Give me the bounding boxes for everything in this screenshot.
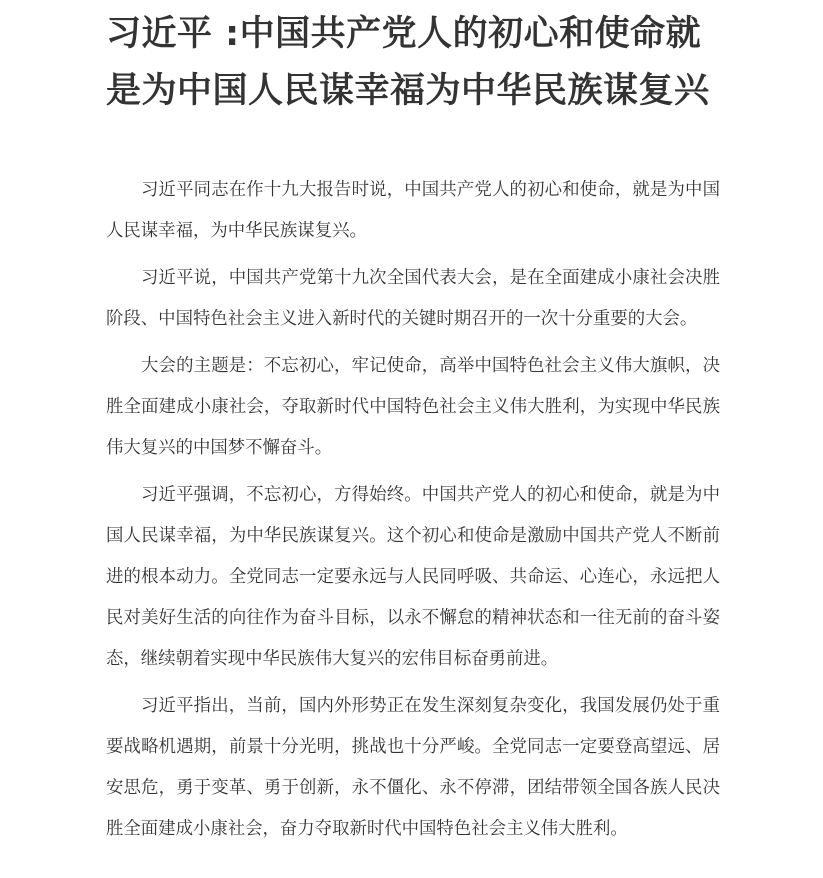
- article-title: 习近平 :中国共产党人的初心和使命就是为中国人民谋幸福为中华民族谋复兴: [106, 14, 710, 111]
- paragraph: 习近平强调，不忘初心，方得始终。中国共产党人的初心和使命，就是为中国人民谋幸福，为中华民族谋复兴。这个初心和使命是激励中国共产党人不断前进的根本动力。全党同志一定要永远与人民同呼吸、共命运、心连心，永远把人民对美好生活的向往作为奋斗目标，以永不懈怠的精神状态和一往无前的奋斗姿态，继续朝着实现中华民族伟大复兴的宏伟目标奋勇前进。: [106, 485, 720, 669]
- paragraph: 习近平说，中国共产党第十九次全国代表大会，是在全面建成小康社会决胜阶段、中国特色社会主义进入新时代的关键时期召开的一次十分重要的大会。: [106, 268, 720, 329]
- paragraph: 习近平指出，当前，国内外形势正在发生深刻复杂变化，我国发展仍处于重要战略机遇期，前景十分光明，挑战也十分严峻。全党同志一定要登高望远、居安思危，勇于变革、勇于创新，永不僵化、永不停滞，团结带领全国各族人民决胜全面建成小康社会，奋力夺取新时代中国特色社会主义伟大胜利。: [106, 696, 720, 839]
- paragraph: 大会的主题是：不忘初心，牢记使命，高举中国特色社会主义伟大旗帜，决胜全面建成小康社会，夺取新时代中国特色社会主义伟大胜利，为实现中华民族伟大复兴的中国梦不懈奋斗。: [106, 356, 720, 458]
- article-body: [106, 170, 720, 850]
- paragraph: 习近平同志在作十九大报告时说，中国共产党人的初心和使命，就是为中国人民谋幸福，为中华民族谋复兴。: [106, 180, 720, 241]
- article: [106, 0, 720, 856]
